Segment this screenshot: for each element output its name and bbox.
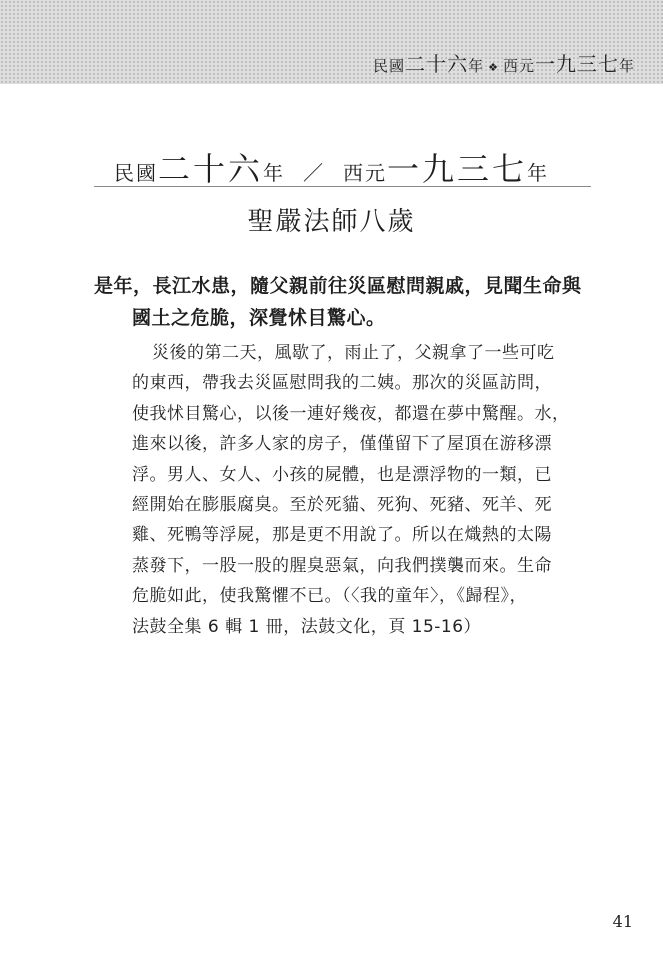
- quote-line: 經開始在膨脹腐臭。至於死貓、死狗、死豬、死羊、死: [132, 495, 552, 516]
- quote-line: 使我怵目驚心，以後一連好幾夜，都還在夢中驚醒。水，: [132, 403, 570, 424]
- header-band: [0, 0, 663, 84]
- quote-line: 危脆如此，使我驚懼不已。（〈我的童年〉，《歸程》，: [132, 586, 527, 607]
- diamond-separator-icon: ❖: [488, 61, 499, 74]
- chapter-title-part: 民國: [113, 161, 158, 185]
- quote-line: 蒸發下，一股一股的腥臭惡氣，向我們撲襲而來。生命: [132, 555, 552, 576]
- running-head: [373, 48, 635, 77]
- running-head-part: 一九三七: [534, 52, 619, 76]
- summary-paragraph: [94, 270, 634, 334]
- running-head-part: 民國: [373, 57, 406, 75]
- quote-line: 災後的第二天，風歇了，雨止了，父親拿了一些可吃: [152, 343, 555, 363]
- quote-line: 雞、死鴨等浮屍，那是更不用說了。所以在熾熱的太陽: [132, 525, 552, 546]
- chapter-title-part: 年: [527, 161, 550, 185]
- running-head-part: 年: [618, 57, 635, 75]
- chapter-title-part: 二十六: [157, 150, 263, 188]
- summary-line: 國土之危脆，深覺怵目驚心。: [132, 307, 386, 329]
- chapter-title-slash: ／: [303, 161, 325, 185]
- citation-line: 法鼓全集 6 輯 1 冊，法鼓文化，頁 15-16）: [132, 616, 482, 637]
- running-head-part: 年: [468, 57, 485, 75]
- page-number: 41: [612, 912, 633, 931]
- quote-line: 的東西，帶我去災區慰問我的二姨。那次的災區訪問，: [132, 373, 552, 394]
- title-divider: [94, 186, 591, 187]
- summary-line: 是年，長江水患，隨父親前往災區慰問親戚，見聞生命與: [94, 275, 582, 297]
- chapter-title-part: 西元: [343, 161, 387, 185]
- section-title: 聖嚴法師八歲: [247, 207, 416, 237]
- chapter-title-part: 一九三七: [387, 150, 528, 188]
- quote-paragraph: [132, 338, 602, 642]
- quote-line: 進來以後，許多人家的房子，僅僅留下了屋頂在游移漂: [132, 434, 552, 455]
- running-head-part: 西元: [502, 57, 535, 75]
- running-head-part: 二十六: [405, 52, 469, 76]
- quote-line: 浮。男人、女人、小孩的屍體，也是漂浮物的一類，已: [132, 464, 552, 485]
- chapter-title: [0, 144, 663, 190]
- chapter-title-part: 年: [263, 161, 285, 185]
